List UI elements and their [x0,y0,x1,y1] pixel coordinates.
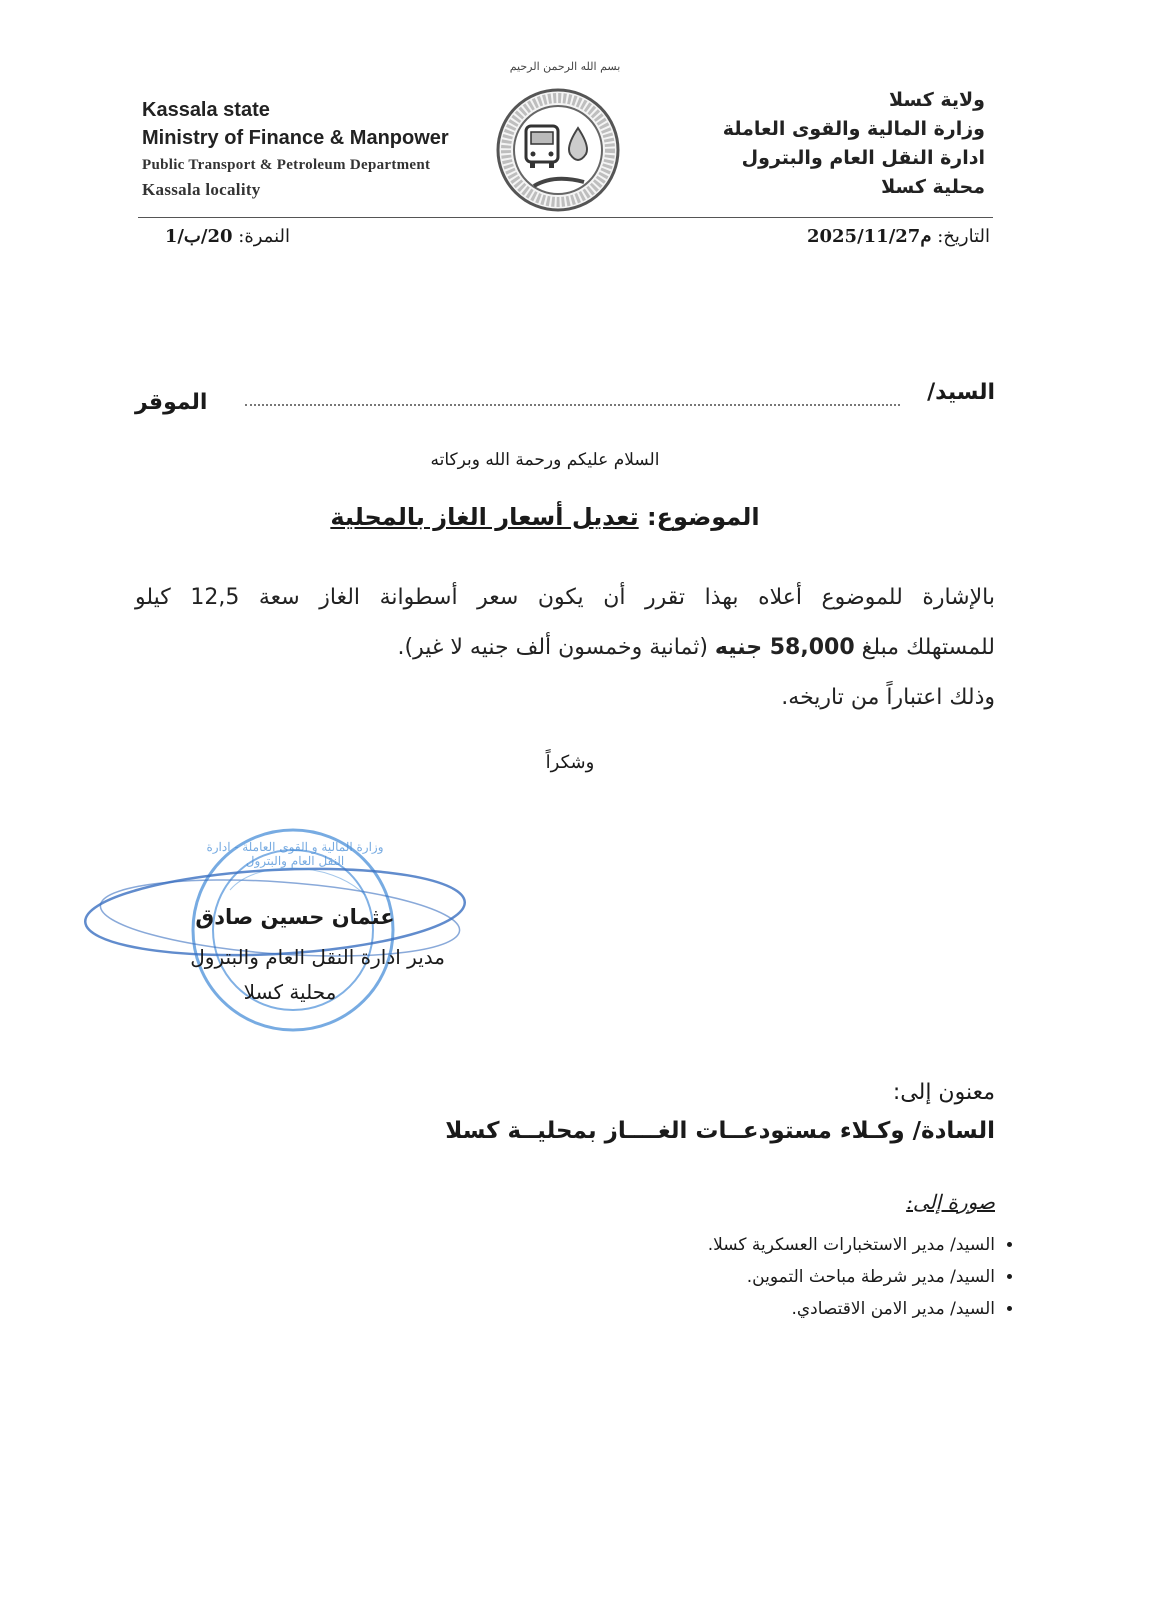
english-locality: Kassala locality [142,180,261,199]
signatory-title: مدير ادارة النقل العام والبترول [190,945,445,969]
addressee-honorific: الموقر [135,390,208,415]
signatory-name: عثمان حسين صادق [195,905,395,929]
arabic-ministry: وزارة المالية والقوى العاملة [722,118,985,140]
copy-item: • السيد/ مدير الاستخبارات العسكرية كسلا. [560,1230,995,1260]
copies-label: صورة إلى: [906,1190,995,1214]
english-department: Public Transport & Petroleum Department [142,157,431,173]
date-label: التاريخ: [937,226,990,247]
basmala: بسم الله الرحمن الرحيم [509,60,621,73]
copy-item: • السيد/ مدير الامن الاقتصادي. [560,1294,995,1324]
logo-emblem-icon [494,86,622,214]
ministry-logo [494,86,622,214]
stamp-text: وزارة المالية و القوى العاملة - ادارة النقل العام والبترول [206,840,384,868]
english-ministry: Ministry of Finance & Manpower [142,127,449,149]
addressee-dotted-line [245,404,900,406]
addressed-to-label: معنون إلى: [892,1080,995,1105]
addressed-to-recipients: السادة/ وكـلاء مستودعــات الغــــاز بمحليــة كسلا [445,1118,995,1144]
body-line-2 [200,628,995,668]
date-value: 2025/11/27م [806,226,932,247]
english-state: Kassala state [142,99,270,121]
date-line [780,226,990,247]
thanks: وشكراً [545,752,595,773]
signatory-locality: محلية كسلا [243,980,337,1004]
subject-line [330,503,760,531]
copies-list [560,1228,1017,1326]
arabic-locality: محلية كسلا [881,176,985,198]
subject-text: تعديل أسعار الغاز بالمحلية [330,503,639,531]
stamp-signature-area [80,820,480,1040]
body-line-2-post: (ثمانية وخمسون ألف جنيه لا غير). [397,635,708,660]
body-line-1: بالإشارة للموضوع أعلاه بهذا تقرر أن يكون سعر أسطوانة الغاز سعة 12,5 كيلو [135,585,995,610]
addressee-to: السيد/ [927,380,995,405]
subject-label: الموضوع: [647,503,760,531]
number-label: النمرة: [238,226,290,247]
arabic-department: ادارة النقل العام والبترول [741,147,985,169]
number-value: 20/ب/1 [164,226,233,247]
english-header [142,96,482,200]
arabic-header [650,86,985,202]
greeting: السلام عليكم ورحمة الله وبركاته [430,450,660,470]
arabic-state: ولاية كسلا [888,89,985,111]
price-amount: 58,000 جنيه [714,635,855,660]
header-divider [138,217,993,218]
body-line-3: وذلك اعتباراً من تاريخه. [781,685,995,710]
copy-item: • السيد/ مدير شرطة مباحث التموين. [560,1262,995,1292]
body-line-2-pre: للمستهلك مبلغ [861,635,995,660]
reference-number [140,226,290,247]
